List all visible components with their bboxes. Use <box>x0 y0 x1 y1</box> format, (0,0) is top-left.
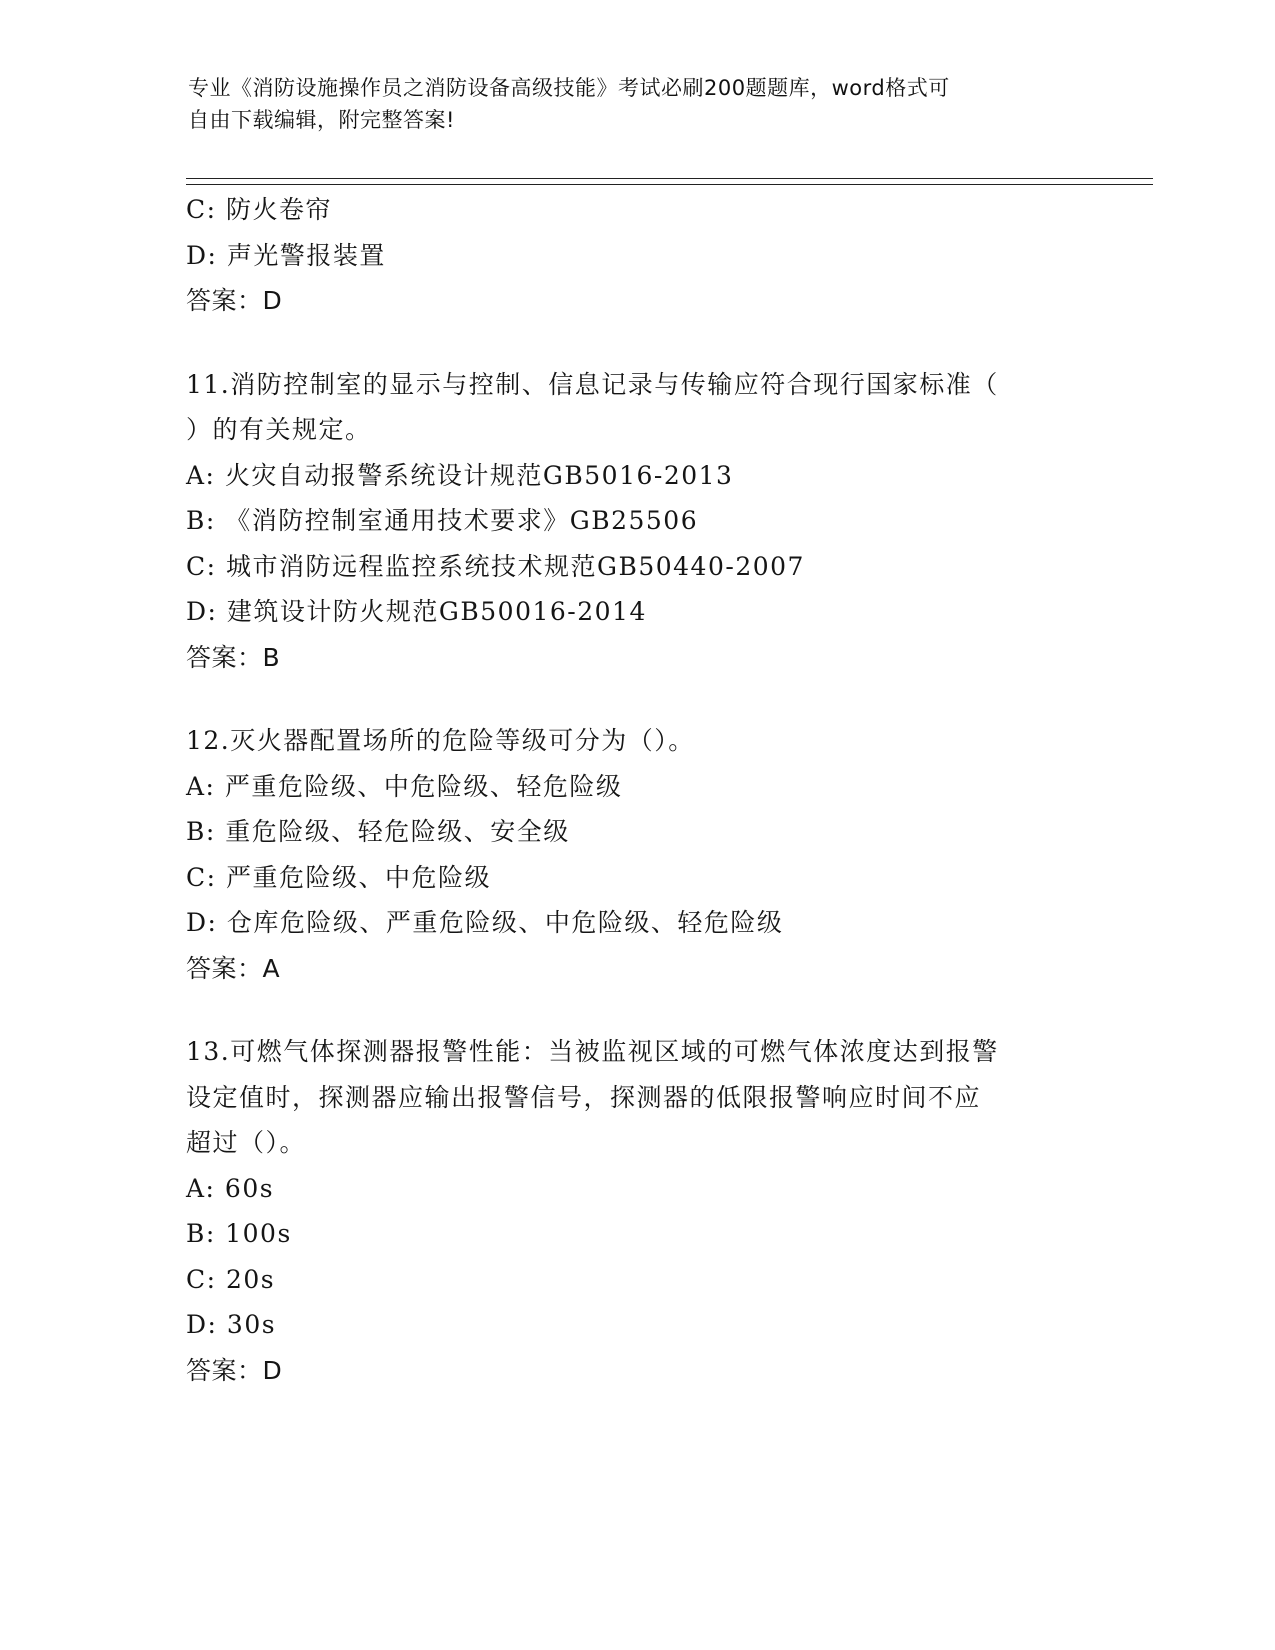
option-c: C: 城市消防远程监控系统技术规范GB50440-2007 <box>186 551 805 581</box>
option-a: A: 严重危险级、中危险级、轻危险级 <box>186 771 623 801</box>
option-d: D: 声光警报装置 <box>186 240 386 270</box>
answer: 答案：A <box>186 953 281 983</box>
question-stem-line: 13.可燃气体探测器报警性能：当被监视区域的可燃气体浓度达到报警 <box>186 1037 999 1066</box>
option-b: B: 100s <box>186 1219 292 1248</box>
question-stem-line: 超过（）。 <box>186 1128 307 1157</box>
question-stem-line: 设定值时，探测器应输出报警信号，探测器的低限报警响应时间不应 <box>186 1082 982 1112</box>
header-title-line-1: 专业《消防设施操作员之消防设备高级技能》考试必刷200题题库，word格式可 <box>188 76 950 100</box>
spacer <box>186 680 1086 718</box>
question-13 <box>186 1029 1086 1393</box>
option-c: C: 20s <box>186 1264 276 1294</box>
spacer <box>186 991 1086 1029</box>
header-divider <box>186 178 1153 185</box>
answer: 答案：D <box>186 1355 283 1385</box>
option-a: A: 60s <box>186 1173 275 1203</box>
question-12 <box>186 718 1086 991</box>
option-d: D: 仓库危险级、严重危险级、中危险级、轻危险级 <box>186 908 784 937</box>
question-list <box>186 187 1086 1393</box>
option-d: D: 30s <box>186 1310 277 1339</box>
option-c: C: 防火卷帘 <box>186 195 332 224</box>
option-b: B: 《消防控制室通用技术要求》GB25506 <box>186 506 699 535</box>
option-d: D: 建筑设计防火规范GB50016-2014 <box>186 597 647 626</box>
option-b: B: 重危险级、轻危险级、安全级 <box>186 817 570 846</box>
question-stem-line: ）的有关规定。 <box>186 415 372 444</box>
option-c: C: 严重危险级、中危险级 <box>186 862 491 892</box>
page-header <box>188 72 1068 136</box>
question-11 <box>186 362 1086 681</box>
spacer <box>186 324 1086 362</box>
option-a: A: 火灾自动报警系统设计规范GB5016-2013 <box>186 460 734 490</box>
question-stem-line: 11.消防控制室的显示与控制、信息记录与传输应符合现行国家标准（ <box>186 369 999 399</box>
question-10-continued <box>186 187 1086 324</box>
answer: 答案：B <box>186 642 281 672</box>
question-stem-line: 12.灭火器配置场所的危险等级可分为（）。 <box>186 726 695 755</box>
answer: 答案：D <box>186 286 283 315</box>
header-title-line-2: 自由下载编辑，附完整答案! <box>188 108 455 132</box>
